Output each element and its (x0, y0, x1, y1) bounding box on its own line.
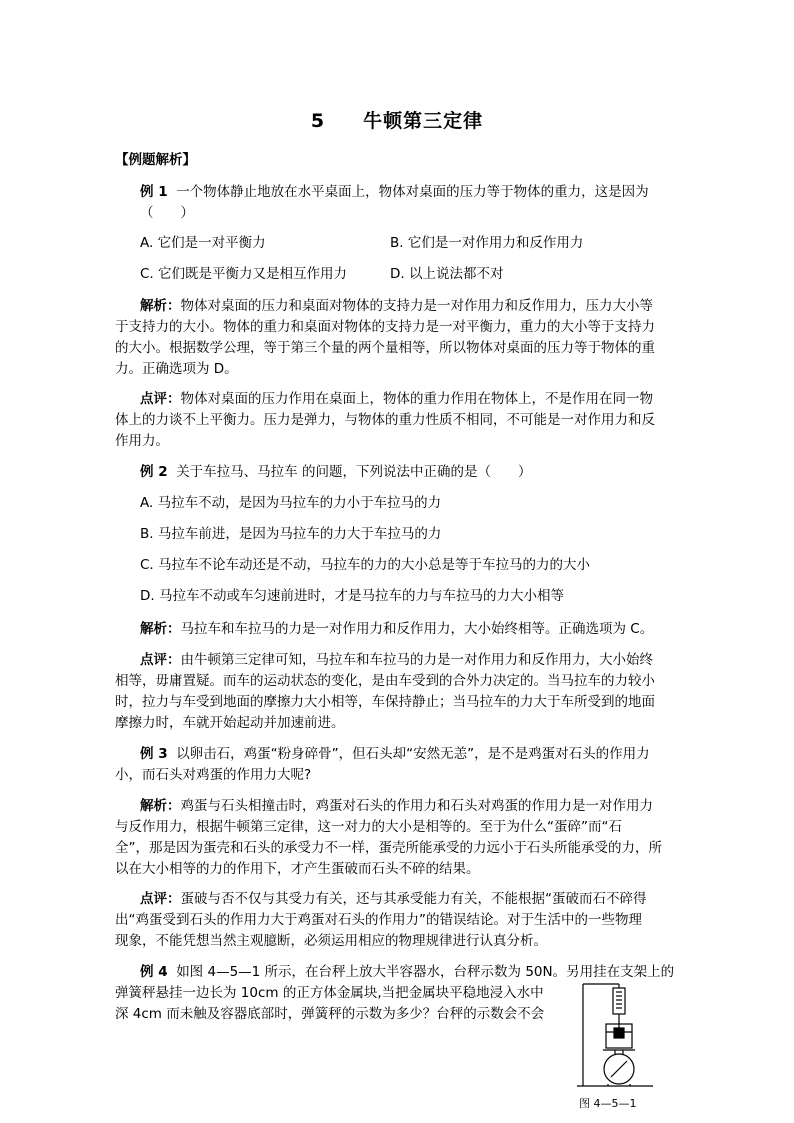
ex4-label: 例 4 (140, 964, 168, 980)
ex2-option-d: D. 马拉车不动或车匀速前进时，才是马拉车的力与车拉马的力大小相等 (140, 588, 564, 604)
ex2-label: 例 2 (140, 464, 168, 480)
ex1-comment-line-1: 点评：物体对桌面的压力作用在桌面上，物体的重力作用在物体上，不是作用在同一物 (140, 391, 653, 407)
ex4-question-line-1: 例 4 如图 4—5—1 所示，在台秤上放大半容器水，台秤示数为 50N。另用挂在支架上的 (140, 964, 675, 980)
ex1-question-line-1: 例 1 一个物体静止地放在水平桌面上，物体对桌面的压力等于物体的重力，这是因为 (140, 184, 649, 200)
ex2-comment-line-1: 点评：由牛顿第三定律可知，马拉车和车拉马的力是一对作用力和反作用力，大小始终 (140, 652, 653, 668)
ex1-analysis-line-2: 于支持力的大小。物体的重力和桌面对物体的支持力是一对平衡力，重力的大小等于支持力 (115, 319, 655, 335)
ex3-analysis-line-4: 以在大小相等的力的作用下，才产生蛋破而石头不碎的结果。 (115, 861, 480, 877)
ex1-question-line-2: （ ） (140, 205, 194, 221)
ex2-question-line-1: 例 2 关于车拉马、马拉车 的问题，下列说法中正确的是（ ） (140, 464, 532, 480)
ex3-question-line-2: 小，而石头对鸡蛋的作用力大呢? (115, 767, 312, 783)
ex2-analysis-line-1: 解析：马拉车和车拉马的力是一对作用力和反作用力，大小始终相等。正确选项为 C。 (140, 621, 654, 637)
ex4-question-line-2: 弹簧秤悬挂一边长为 10cm 的正方体金属块,当把金属块平稳地浸入水中 (115, 985, 544, 1001)
ex1-comment-line-2: 体上的力谈不上平衡力。压力是弹力，与物体的重力性质不相同，不可能是一对作用力和反 (115, 412, 655, 428)
ex2-analysis-label: 解析： (140, 621, 181, 637)
ex3-analysis-line-2: 与反作用力，根据牛顿第三定律，这一对力的大小是相等的。至于为什么“蛋碎”而“石 (115, 819, 622, 835)
ex2-comment-line-3: 时，拉力与车受到地面的摩擦力大小相等，车保持静止；当马拉车的力大于车所受到的地面 (115, 694, 655, 710)
scale-needle (611, 1061, 627, 1077)
ex3-comment-line-2: 出“鸡蛋受到石头的作用力大于鸡蛋对石头的作用力”的错误结论。对于生活中的一些物理 (115, 912, 642, 928)
ex3-label: 例 3 (140, 746, 168, 762)
ex1-analysis-line-4: 力。正确选项为 D。 (115, 361, 238, 377)
ex1-analysis-label: 解析： (140, 298, 181, 314)
ex1-analysis-line-3: 的大小。根据数学公理，等于第三个量的两个量相等，所以物体对桌面的压力等于物体的重 (115, 340, 655, 356)
ex3-analysis-label: 解析： (140, 798, 181, 814)
ex2-comment-line-2: 相等，毋庸置疑。而车的运动状态的变化，是由车受到的合外力决定的。当马拉车的力较小 (115, 673, 655, 689)
ex3-comment-label: 点评： (140, 891, 181, 907)
section-heading: 【例题解析】 (115, 152, 196, 168)
figure-caption: 图 4—5—1 (579, 1097, 637, 1110)
page-title (0, 106, 794, 133)
ex1-option-d: D. 以上说法都不对 (390, 266, 504, 282)
ex3-analysis-line-1: 解析：鸡蛋与石头相撞击时，鸡蛋对石头的作用力和石头对鸡蛋的作用力是一对作用力 (140, 798, 653, 814)
ex1-option-c: C. 它们既是平衡力又是相互作用力 (140, 266, 348, 282)
ex3-question-line-1: 例 3 以卵击石，鸡蛋“粉身碎骨”，但石头却“安然无恙”，是不是鸡蛋对石头的作用力 (140, 746, 650, 762)
section-title: 牛顿第三定律 (363, 110, 484, 132)
ex1-option-a: A. 它们是一对平衡力 (140, 235, 266, 251)
ex3-analysis-line-3: 全”，那是因为蛋壳和石头的承受力不一样，蛋壳所能承受的力远小于石头所能承受的力，所 (115, 840, 662, 856)
ex1-comment-label: 点评： (140, 391, 181, 407)
figure-4-5-1-diagram (575, 980, 655, 1090)
ex1-label: 例 1 (140, 184, 168, 200)
ex1-comment-line-3: 作用力。 (115, 433, 169, 449)
section-number: 5 (310, 110, 326, 132)
metal-block (614, 1028, 624, 1038)
ex2-comment-label: 点评： (140, 652, 181, 668)
ex4-question-line-3: 深 4cm 而未触及容器底部时，弹簧秤的示数为多少？台秤的示数会不会 (115, 1006, 545, 1022)
ex1-analysis-line-1: 解析：物体对桌面的压力和桌面对物体的支持力是一对作用力和反作用力，压力大小等 (140, 298, 653, 314)
ex3-comment-line-1: 点评：蛋破与否不仅与其受力有关，还与其承受能力有关，不能根据“蛋破而石不碎得 (140, 891, 647, 907)
ex2-comment-line-4: 摩擦力时，车就开始起动并加速前进。 (115, 715, 345, 731)
ex2-option-c: C. 马拉车不论车动还是不动，马拉车的力的大小总是等于车拉马的力的大小 (140, 557, 591, 573)
ex1-option-b: B. 它们是一对作用力和反作用力 (390, 235, 584, 251)
ex3-comment-line-3: 现象，不能凭想当然主观臆断，必须运用相应的物理规律进行认真分析。 (115, 933, 547, 949)
ex2-option-b: B. 马拉车前进，是因为马拉车的力大于车拉马的力 (140, 526, 442, 542)
ex2-option-a: A. 马拉车不动，是因为马拉车的力小于车拉马的力 (140, 495, 442, 511)
